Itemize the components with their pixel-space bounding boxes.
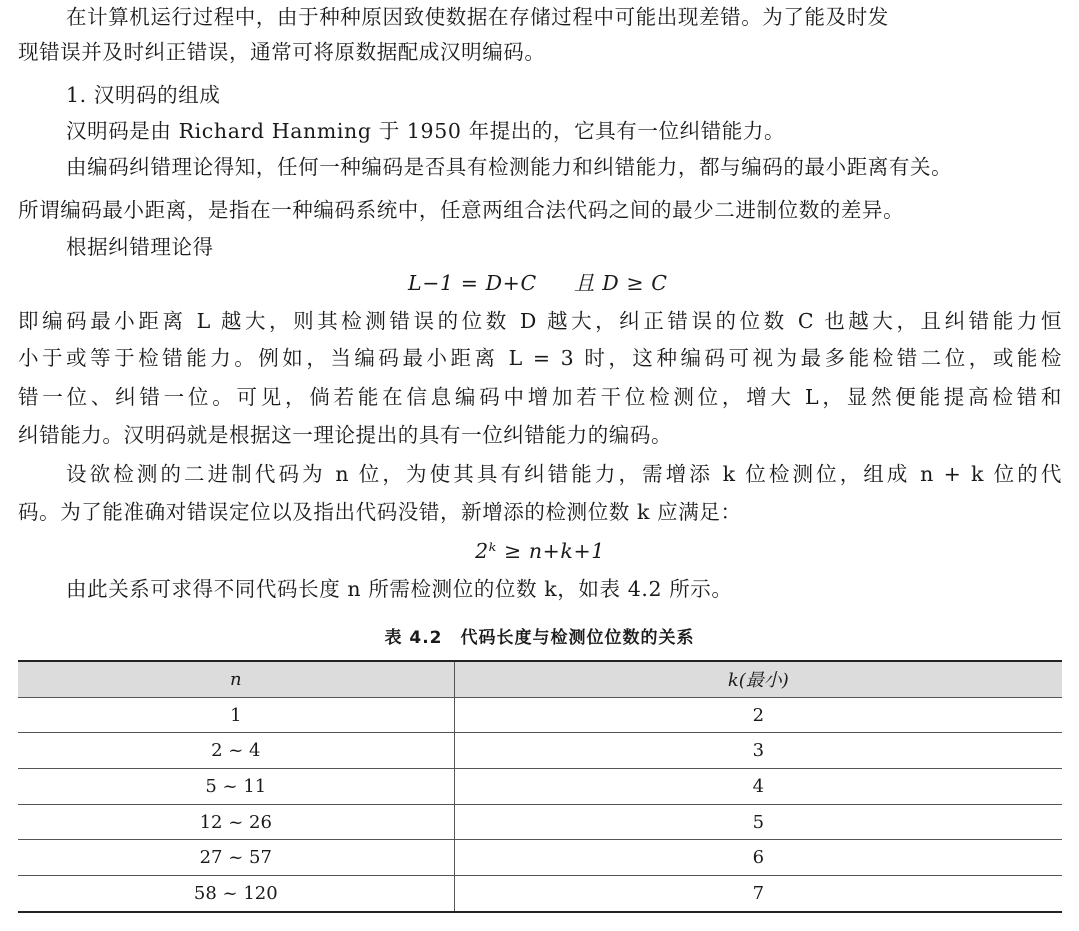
formula-condition: 且 D ≥ C <box>574 271 668 295</box>
table-row <box>18 769 1062 805</box>
paragraph-according: 根据纠错理论得 <box>66 235 214 259</box>
code-length-table <box>18 660 1062 913</box>
paragraph-condition-line-1: 设欲检测的二进制代码为 n 位，为使其具有纠错能力，需增添 k 位检测位，组成 n + k 位的代 <box>66 462 1062 486</box>
paragraph-hamming-origin: 汉明码是由 Richard Hanming 于 1950 年提出的，它具有一位纠错能力。 <box>66 119 786 143</box>
paragraph-intro-line-1: 在计算机运行过程中，由于种种原因致使数据在存储过程中可能出现差错。为了能及时发 <box>66 5 889 29</box>
table-row <box>18 804 1062 840</box>
paragraph-explain-line-3: 错一位、纠错一位。可见，倘若能在信息编码中增加若干位检测位，增大 L，显然便能提高检错和 <box>18 385 1062 409</box>
paragraph-intro-line-2: 现错误并及时纠正错误，通常可将原数据配成汉明编码。 <box>18 40 546 64</box>
cell-k: 5 <box>454 804 1062 840</box>
cell-n: 27 ~ 57 <box>18 840 454 876</box>
cell-k: 7 <box>454 876 1062 912</box>
paragraph-explain-line-2: 小于或等于检错能力。例如，当编码最小距离 L = 3 时，这种编码可视为最多能检错二位，或能检 <box>18 346 1062 370</box>
header-k: k(最小) <box>454 661 1062 697</box>
cell-k: 6 <box>454 840 1062 876</box>
table-header-row <box>18 661 1062 697</box>
cell-k: 3 <box>454 733 1062 769</box>
cell-n: 2 ~ 4 <box>18 733 454 769</box>
paragraph-explain-line-4: 纠错能力。汉明码就是根据这一理论提出的具有一位纠错能力的编码。 <box>18 423 673 447</box>
cell-k: 4 <box>454 769 1062 805</box>
table-row <box>18 733 1062 769</box>
paragraph-condition-line-2: 码。为了能准确对错误定位以及指出代码没错，新增添的检测位数 k 应满足： <box>18 500 742 524</box>
paragraph-table-reference: 由此关系可求得不同代码长度 n 所需检测位的位数 k，如表 4.2 所示。 <box>66 577 733 601</box>
cell-k: 2 <box>454 697 1062 733</box>
paragraph-theory-line-2: 所谓编码最小距离，是指在一种编码系统中，任意两组合法代码之间的最少二进制位数的差异。 <box>18 198 905 222</box>
table-row <box>18 840 1062 876</box>
section-heading: 1. 汉明码的组成 <box>66 83 221 107</box>
paragraph-explain-line-1: 即编码最小距离 L 越大，则其检测错误的位数 D 越大，纠正错误的位数 C 也越大，且纠错能力恒 <box>18 309 1062 333</box>
table-row <box>18 876 1062 912</box>
cell-n: 1 <box>18 697 454 733</box>
formula-inequality: 2ᵏ ≥ n+k+1 <box>475 539 605 563</box>
formula-distance: L−1 = D+C <box>408 271 537 295</box>
table-row <box>18 697 1062 733</box>
table-caption: 表 4.2 代码长度与检测位位数的关系 <box>384 628 695 648</box>
cell-n: 58 ~ 120 <box>18 876 454 912</box>
paragraph-theory-line-1: 由编码纠错理论得知，任何一种编码是否具有检测能力和纠错能力，都与编码的最小距离有关。 <box>66 155 953 179</box>
header-n: n <box>18 661 454 697</box>
cell-n: 12 ~ 26 <box>18 804 454 840</box>
cell-n: 5 ~ 11 <box>18 769 454 805</box>
